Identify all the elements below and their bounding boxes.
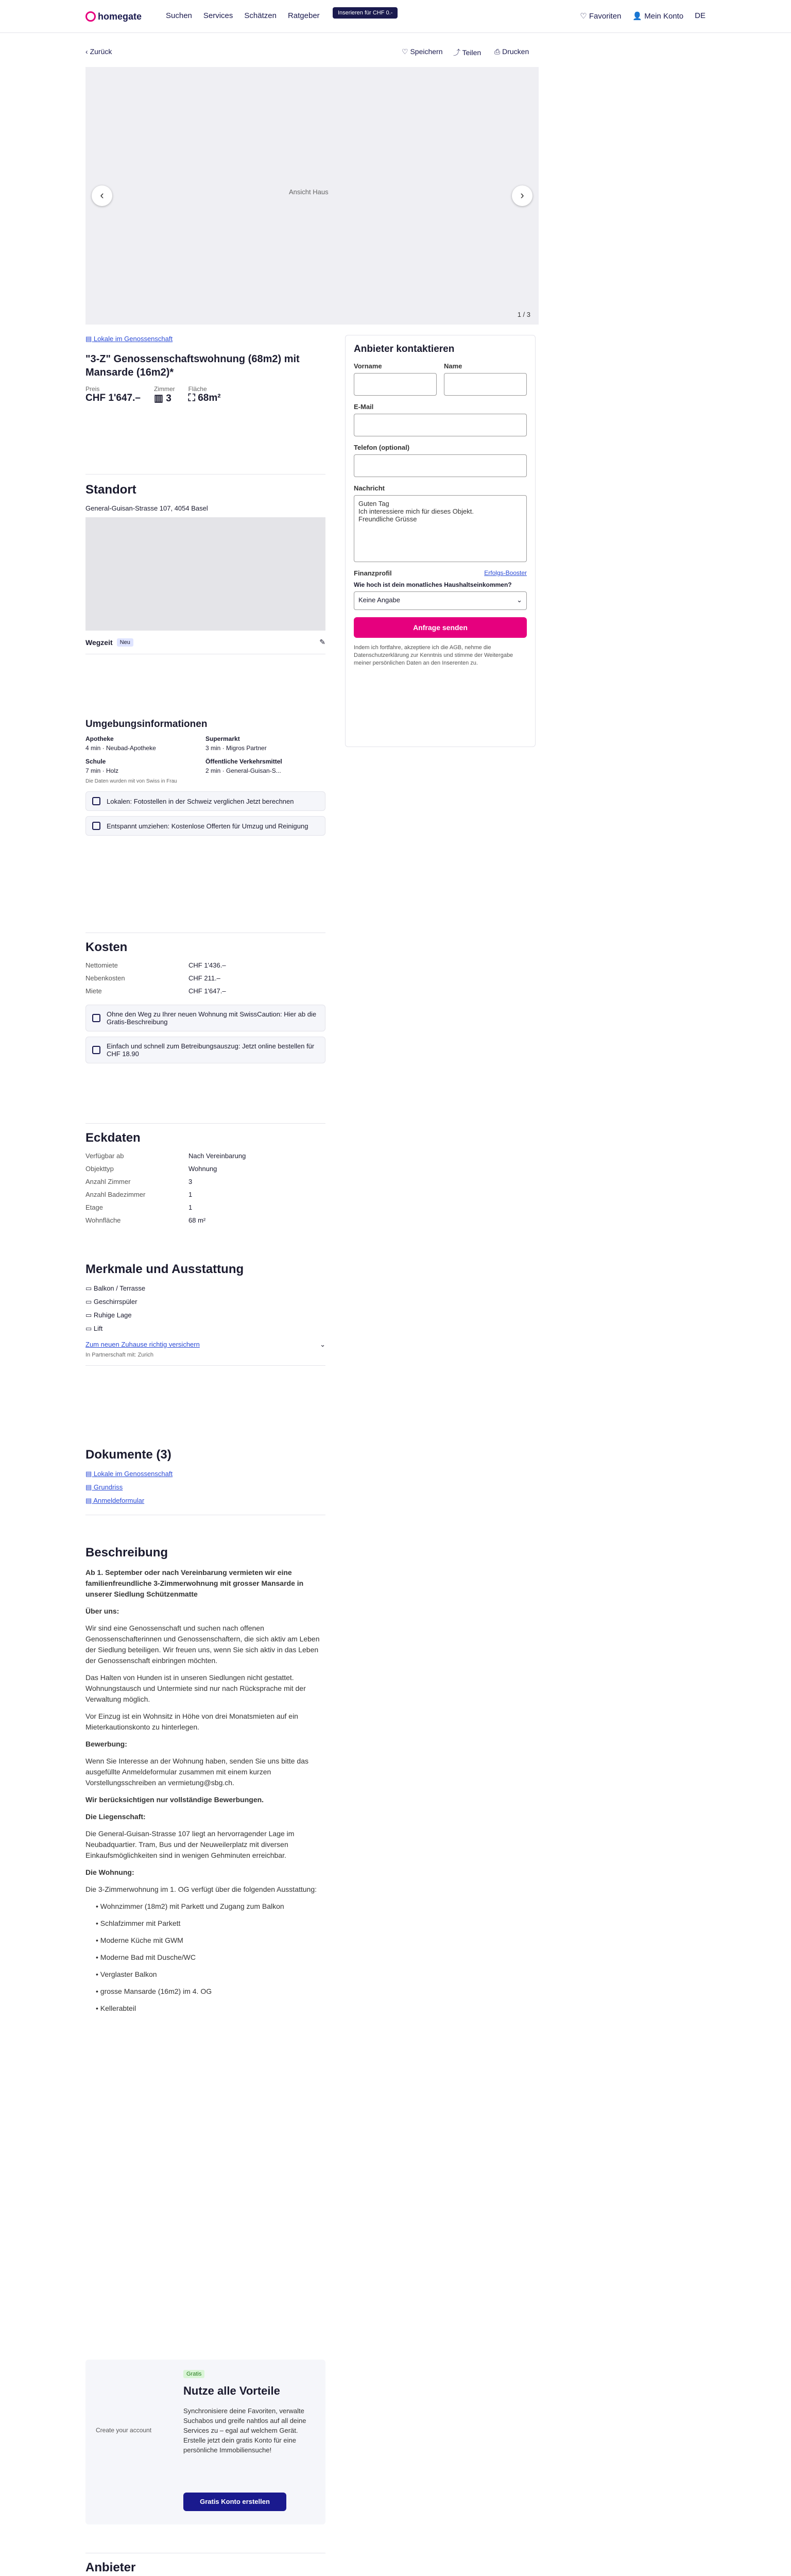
listing-area: ⛶ 68m² xyxy=(188,393,221,403)
back-button[interactable]: ‹ Zurück xyxy=(85,47,112,56)
edit-icon[interactable]: ✎ xyxy=(319,638,325,646)
gallery-counter: 1 / 3 xyxy=(517,311,530,318)
image-gallery[interactable] xyxy=(85,67,539,325)
document-icon xyxy=(92,1046,100,1054)
feature-item: ▭ Balkon / Terrasse xyxy=(85,1284,146,1292)
contact-form-title: Anbieter kontaktieren xyxy=(354,344,455,354)
surroundings-title: Umgebungsinformationen xyxy=(85,719,208,730)
gallery-image-alt: Ansicht Haus xyxy=(289,188,329,196)
details-title: Eckdaten xyxy=(85,1131,141,1145)
description-bullet: • Wohnzimmer (18m2) mit Parkett und Zugang zum Balkon xyxy=(96,1902,284,1910)
logo-icon xyxy=(85,11,96,22)
create-listing-button[interactable]: Inserieren für CHF 0.- xyxy=(333,7,398,19)
homegate-logo[interactable]: homegate xyxy=(85,11,142,22)
site-header xyxy=(0,0,791,33)
create-account-button[interactable]: Gratis Konto erstellen xyxy=(183,2493,286,2511)
legal-notice: Indem ich fortfahre, akzeptiere ich die AGB, nehme die Datenschutzerklärung zur Kenntnis und stimme der Weitergabe meiner persönlichen Daten an den Inserenten zu. xyxy=(354,645,513,666)
contact-form: Anbieter kontaktieren Vorname Name E-Mail Telefon (optional) Nachricht Guten Tag Ich interessiere mich für dieses Objekt. Freundliche Grüsse Finanzprofil Erfolgs-Booster Wie hoch ist dein monatliches Haushaltseinkommen? Keine Angabe ⌄ Anfrage senden Indem ich fortfahre, akzeptiere ich die AGB, nehme die Datenschutzerklärung zur Kenntnis und stimme der Weitergabe meiner persönlichen Daten an den Inserenten zu. xyxy=(345,335,536,747)
print-button[interactable]: ⎙ Drucken xyxy=(494,47,529,56)
finance-booster-link[interactable]: Erfolgs-Booster xyxy=(484,569,527,577)
main-nav xyxy=(166,11,320,20)
truck-icon xyxy=(92,822,100,830)
account-link[interactable]: 👤 Mein Konto xyxy=(632,12,684,21)
description-bullet: • Moderne Küche mit GWM xyxy=(96,1936,183,1944)
income-select[interactable]: Keine Angabe ⌄ xyxy=(354,591,527,610)
price-compare-box[interactable]: Lokalen: Fotostellen in der Schweiz verglichen Jetzt berechnen xyxy=(85,791,325,811)
costs-title: Kosten xyxy=(85,940,128,954)
description-body: Ab 1. September oder nach Vereinbarung vermieten wir eine familienfreundliche 3-Zimmerwohnung mit grosser Mansarde in unserer Siedlung Schützenmatte Über uns: Wir sind eine Genossenschaft und suchen nach offenen Genossenschafterinnen und Genossenschaftern, die sich aktiv am Leben der Siedlung beteiligen. Wir freuen uns, wenn Sie sich aktiv in das Leben der Genossenschaft einbringen möchten. Das Halten von Hunden ist in unseren Siedlungen nicht gestattet. Wohnungstausch und Untermiete sind nur nach Rücksprache mit der Verwaltung möglich. Vor Einzug ist ein Wohnsitz in Höhe von drei Monatsmieten auf ein Mieterkautionskonto zu hinterlegen. Bewerbung: Wenn Sie Interesse an der Wohnung haben, senden Sie uns bitte das ausgefüllte Anmeldeformular zusammen mit einem kurzen Vorstellungsschreiben an vermietung@sbg.ch. Wir berücksichtigen nur vollständige Bewerbungen. Die Liegenschaft: Die General-Guisan-Strasse 107 liegt an hervorragender Lage im Neubadquartier. Tram, Bus und der Neuweilerplatz mit diversen Einkaufsmöglichkeiten sind in wenigen Gehminuten erreichbar. Die Wohnung: Die 3-Zimmerwohnung im 1. OG verfügt über die folgenden Ausstattung: • Wohnzimmer (18m2) mit Parkett und Zugang zum Balkon • Schlafzimmer mit Parkett • Moderne Küche mit GWM • Moderne Bad mit Dusche/WC • Verglaster Balkon • grosse Mansarde (16m2) im 4. OG • Kellerabteil xyxy=(85,1567,325,2014)
description-bullet: • Schlafzimmer mit Parkett xyxy=(96,1919,181,1927)
chevron-down-icon: ⌄ xyxy=(320,1341,325,1348)
listing-title: "3-Z" Genossenschaftswohnung (68m2) mit Mansarde (16m2)* xyxy=(85,353,300,378)
nav-schaetzen[interactable]: Schätzen xyxy=(244,11,277,20)
document-link[interactable]: ▤ Lokale im Genossenschaft xyxy=(85,1470,173,1478)
shield-icon xyxy=(92,1014,100,1022)
moving-offer-box[interactable]: Entspannt umziehen: Kostenlose Offerten für Umzug und Reinigung xyxy=(85,816,325,836)
surroundings-grid: Apotheke Supermarkt 4 min · Neubad-Apotheke 3 min · Migros Partner Schule Öffentliche Verkehrsmittel 7 min · Holz 2 min · General-Guisan-S... xyxy=(85,735,282,774)
features-title: Merkmale und Ausstattung xyxy=(85,1262,244,1276)
deposit-box[interactable]: Ohne den Weg zu Ihrer neuen Wohnung mit SwissCaution: Hier ab die Gratis-Beschreibung xyxy=(85,1005,325,1031)
insurance-link[interactable]: Zum neuen Zuhause richtig versichern ⌄ xyxy=(85,1341,325,1348)
location-title: Standort xyxy=(85,483,136,497)
feature-item: ▭ Lift xyxy=(85,1325,103,1332)
debt-extract-box[interactable]: Einfach und schnell zum Betreibungsauszug: Jetzt online bestellen für CHF 18.90 xyxy=(85,1037,325,1063)
costs-table: Nettomiete CHF 1'436.– Nebenkosten CHF 211.– Miete CHF 1'647.– xyxy=(85,961,226,995)
features-list xyxy=(85,1282,325,1335)
language-selector[interactable]: DE xyxy=(695,11,706,20)
nav-services[interactable]: Services xyxy=(203,11,233,20)
details-table: Verfügbar ab Nach Vereinbarung Objekttyp Wohnung Anzahl Zimmer 3 Anzahl Badezimmer 1 Etage 1 Wohnfläche 68 m² xyxy=(85,1152,246,1224)
account-promo: Create your account Gratis Nutze alle Vorteile Synchronisiere deine Favoriten, verwalte Suchabos und greife nahtlos auf all deine Services zu – egal auf welchem Gerät. Erstelle jetzt dein gratis Konto für eine persönliche Immobiliensuche! Gratis Konto erstellen xyxy=(85,2360,325,2524)
document-link[interactable]: ▤ Anmeldeformular xyxy=(85,1497,145,1504)
save-button[interactable]: ♡ Speichern xyxy=(402,47,443,56)
feature-item: ▭ Geschirrspüler xyxy=(85,1298,137,1306)
description-title: Beschreibung xyxy=(85,1546,168,1560)
favorites-link[interactable]: ♡ Favoriten xyxy=(580,12,622,21)
feature-item: ▭ Ruhige Lage xyxy=(85,1311,132,1319)
description-bullet: • Verglaster Balkon xyxy=(96,1970,157,1978)
last-name-field[interactable] xyxy=(444,373,527,396)
nav-ratgeber[interactable]: Ratgeber xyxy=(287,11,320,20)
share-button[interactable]: ⤴ Teilen xyxy=(453,48,482,57)
listing-price: CHF 1'647.– xyxy=(85,393,141,403)
address: General-Guisan-Strasse 107, 4054 Basel xyxy=(85,504,208,512)
house-icon xyxy=(92,797,100,805)
chevron-down-icon: ⌄ xyxy=(517,596,522,604)
document-link[interactable]: ▤ Grundriss xyxy=(85,1483,123,1491)
message-field[interactable]: Guten Tag Ich interessiere mich für dieses Objekt. Freundliche Grüsse xyxy=(354,495,527,562)
description-bullet: • Kellerabteil xyxy=(96,2004,136,2012)
cooperative-link[interactable]: ▤ Lokale im Genossenschaft xyxy=(85,335,173,343)
listing-rooms: ▥ 3 xyxy=(153,393,171,404)
send-inquiry-button[interactable]: Anfrage senden xyxy=(354,617,527,638)
email-field[interactable] xyxy=(354,414,527,436)
phone-field[interactable] xyxy=(354,454,527,477)
promo-image: Create your account xyxy=(96,2427,152,2434)
gallery-prev-icon[interactable]: ‹ xyxy=(92,185,112,206)
description-bullet: • grosse Mansarde (16m2) im 4. OG xyxy=(96,1987,212,1995)
description-bullet: • Moderne Bad mit Dusche/WC xyxy=(96,1953,196,1961)
documents-title: Dokumente (3) xyxy=(85,1448,171,1462)
gallery-next-icon[interactable]: › xyxy=(512,185,532,206)
first-name-field[interactable] xyxy=(354,373,437,396)
nav-suchen[interactable]: Suchen xyxy=(166,11,192,20)
map[interactable] xyxy=(85,517,325,631)
provider-title: Anbieter xyxy=(85,2561,136,2574)
